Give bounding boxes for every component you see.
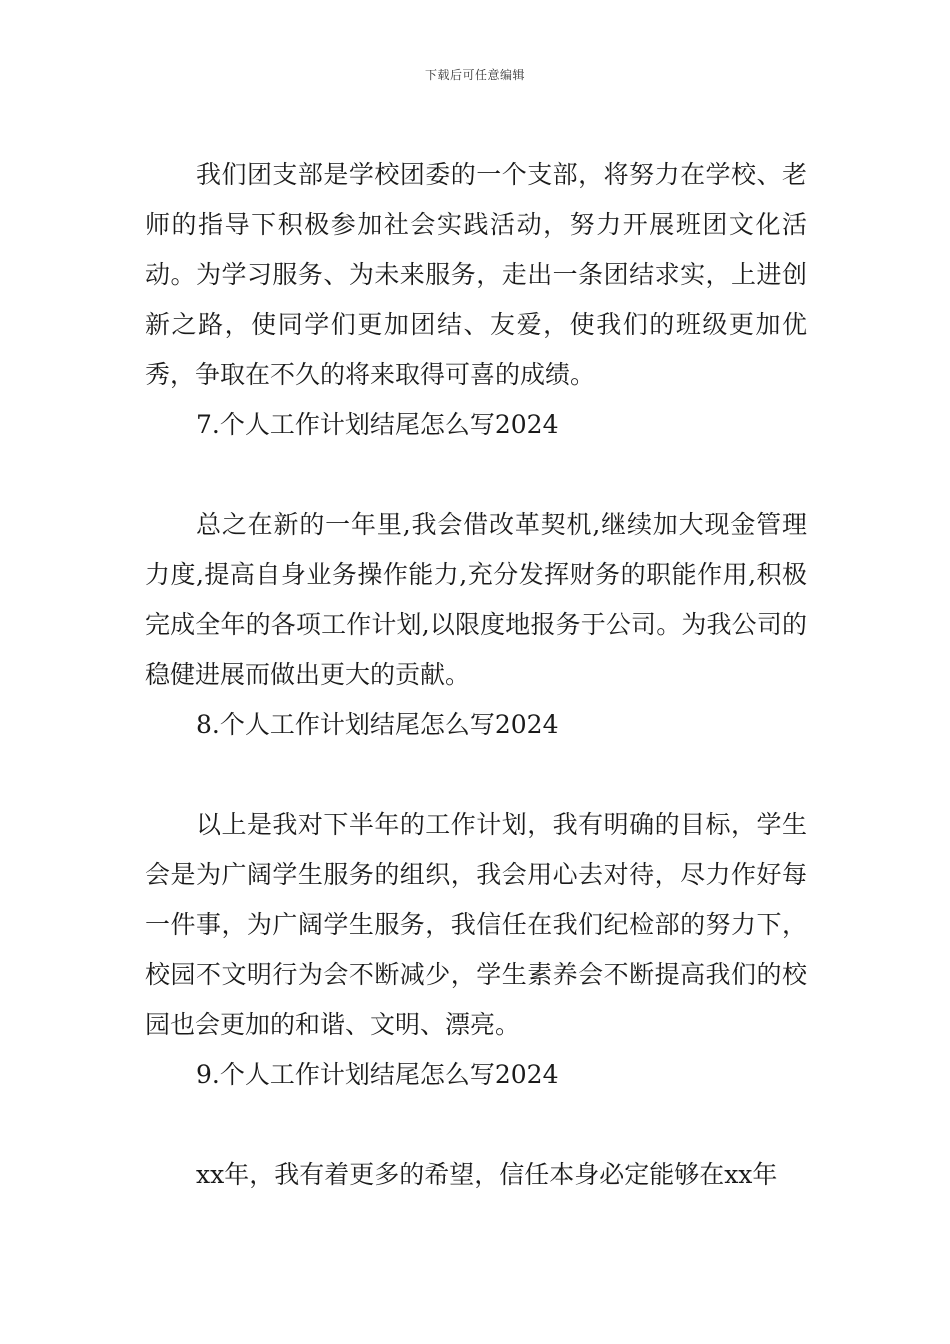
- spacer: [145, 750, 807, 800]
- spacer: [145, 1100, 807, 1150]
- section-heading-7: 7.个人工作计划结尾怎么写2024: [196, 410, 559, 439]
- section-heading-8: 8.个人工作计划结尾怎么写2024: [196, 710, 559, 739]
- spacer: [145, 450, 807, 500]
- document-body: [145, 150, 807, 1200]
- paragraph-9: xx年，我有着更多的希望，信任本身必定能够在xx年: [196, 1160, 778, 1189]
- page-header: 下载后可任意编辑: [424, 68, 525, 82]
- paragraph-7: 总之在新的一年里,我会借改革契机,继续加大现金管理力度,提高自身业务操作能力,充分发挥财务的职能作用,积极完成全年的各项工作计划,以限度地报务于公司。为我公司的稳健进展而做出更大的贡献。: [145, 510, 807, 689]
- section-heading-9: 9.个人工作计划结尾怎么写2024: [196, 1060, 559, 1089]
- paragraph-8: 以上是我对下半年的工作计划，我有明确的目标，学生会是为广阔学生服务的组织，我会用心去对待，尽力作好每一件事，为广阔学生服务，我信任在我们纪检部的努力下，校园不文明行为会不断减少，学生素养会不断提高我们的校园也会更加的和谐、文明、漂亮。: [145, 810, 807, 1039]
- paragraph-1: 我们团支部是学校团委的一个支部，将努力在学校、老师的指导下积极参加社会实践活动，努力开展班团文化活动。为学习服务、为未来服务，走出一条团结求实，上进创新之路，使同学们更加团结、友爱，使我们的班级更加优秀，争取在不久的将来取得可喜的成绩。: [145, 160, 807, 389]
